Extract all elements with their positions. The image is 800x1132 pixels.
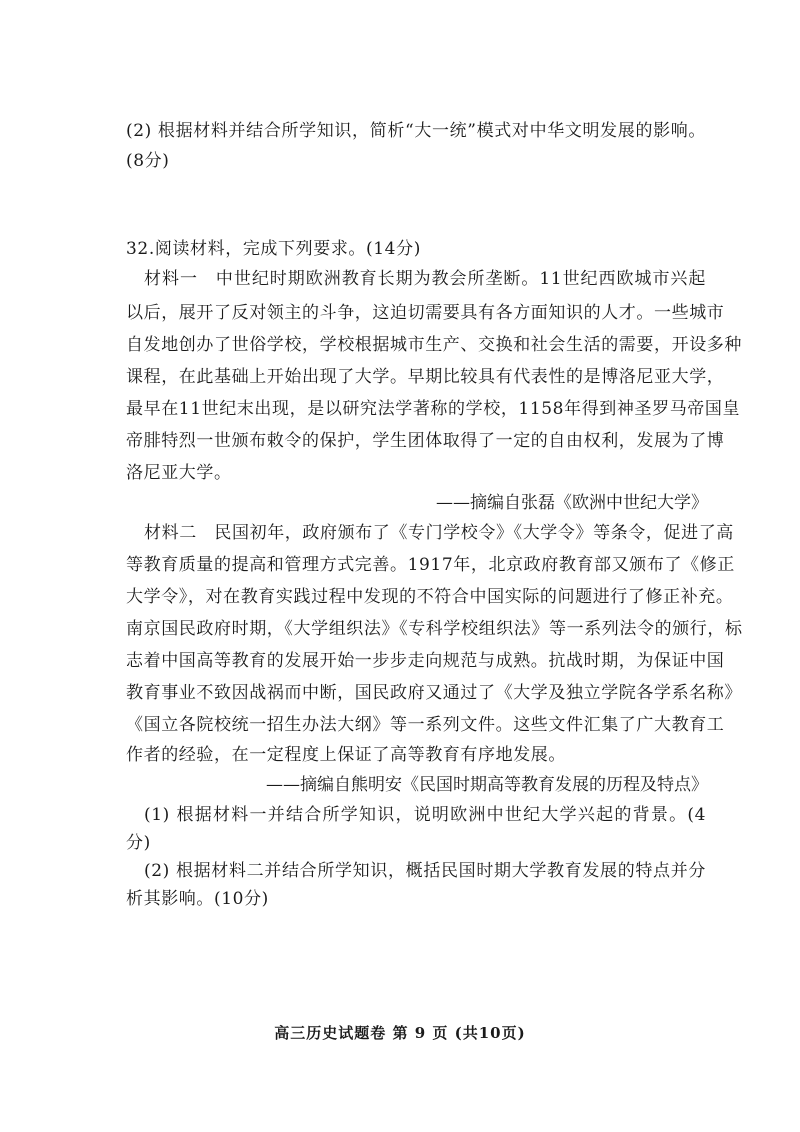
- material1-line: 帝腓特烈一世颁布敕令的保护，学生团体取得了一定的自由权利，发展为了博: [126, 431, 725, 451]
- question-32-2-cont: 析其影响。(10分): [126, 889, 269, 909]
- material1-line: 以后，展开了反对领主的斗争，这迫切需要具有各方面知识的人才。一些城市: [126, 303, 725, 323]
- material1-line: 材料一 中世纪时期欧洲教育长期为教会所垄断。11世纪西欧城市兴起: [144, 269, 706, 289]
- material2-line: 大学令》，对在教育实践过程中发现的不符合中国实际的问题进行了修正补充。: [126, 587, 734, 607]
- material2-line: 南京国民政府时期，《大学组织法》《专科学校组织法》等一系列法令的颁行，标: [126, 619, 743, 639]
- material2-line: 作者的经验，在一定程度上保证了高等教育有序地发展。: [126, 745, 566, 765]
- material1-line: 自发地创办了世俗学校，学校根据城市生产、交换和社会生活的需要，开设多种: [126, 335, 742, 355]
- material1-line: 最早在11世纪末出现，是以研究法学著称的学校，1158年得到神圣罗马帝国皇: [126, 399, 741, 419]
- material1-line: 课程，在此基础上开始出现了大学。早期比较具有代表性的是博洛尼亚大学，: [126, 367, 725, 387]
- question-31-2-points: (8分): [126, 151, 170, 171]
- material2-line: 志着中国高等教育的发展开始一步步走向规范与成熟。抗战时期，为保证中国: [126, 651, 725, 671]
- question-32-header: 32.阅读材料，完成下列要求。(14分): [126, 239, 421, 259]
- question-32-1-text: (1) 根据材料一并结合所学知识，说明欧洲中世纪大学兴起的背景。(4: [144, 805, 706, 825]
- material1-source: ——摘编自张磊《欧洲中世纪大学》: [436, 493, 708, 513]
- material2-line: 《国立各院校统一招生办法大纲》等一系列文件。这些文件汇集了广大教育工: [126, 715, 725, 735]
- question-32-2-text: (2) 根据材料二并结合所学知识，概括民国时期大学教育发展的特点并分: [144, 861, 706, 881]
- page-footer: 高三历史试题卷 第 9 页 (共10页): [274, 1024, 526, 1042]
- material2-line: 材料二 民国初年，政府颁布了《专门学校令》《大学令》等条令，促进了高: [144, 523, 734, 543]
- material2-line: 等教育质量的提高和管理方式完善。1917年，北京政府教育部又颁布了《修正: [126, 555, 735, 575]
- question-32-1-cont: 分): [126, 833, 151, 853]
- material2-source: ——摘编自熊明安《民国时期高等教育发展的历程及特点》: [266, 775, 708, 795]
- material2-line: 教育事业不致因战祸而中断，国民政府又通过了《大学及独立学院各学系名称》: [126, 683, 742, 703]
- question-31-2-text: (2) 根据材料并结合所学知识，简析“大一统”模式对中华文明发展的影响。: [126, 121, 706, 141]
- material1-line: 洛尼亚大学。: [126, 463, 232, 483]
